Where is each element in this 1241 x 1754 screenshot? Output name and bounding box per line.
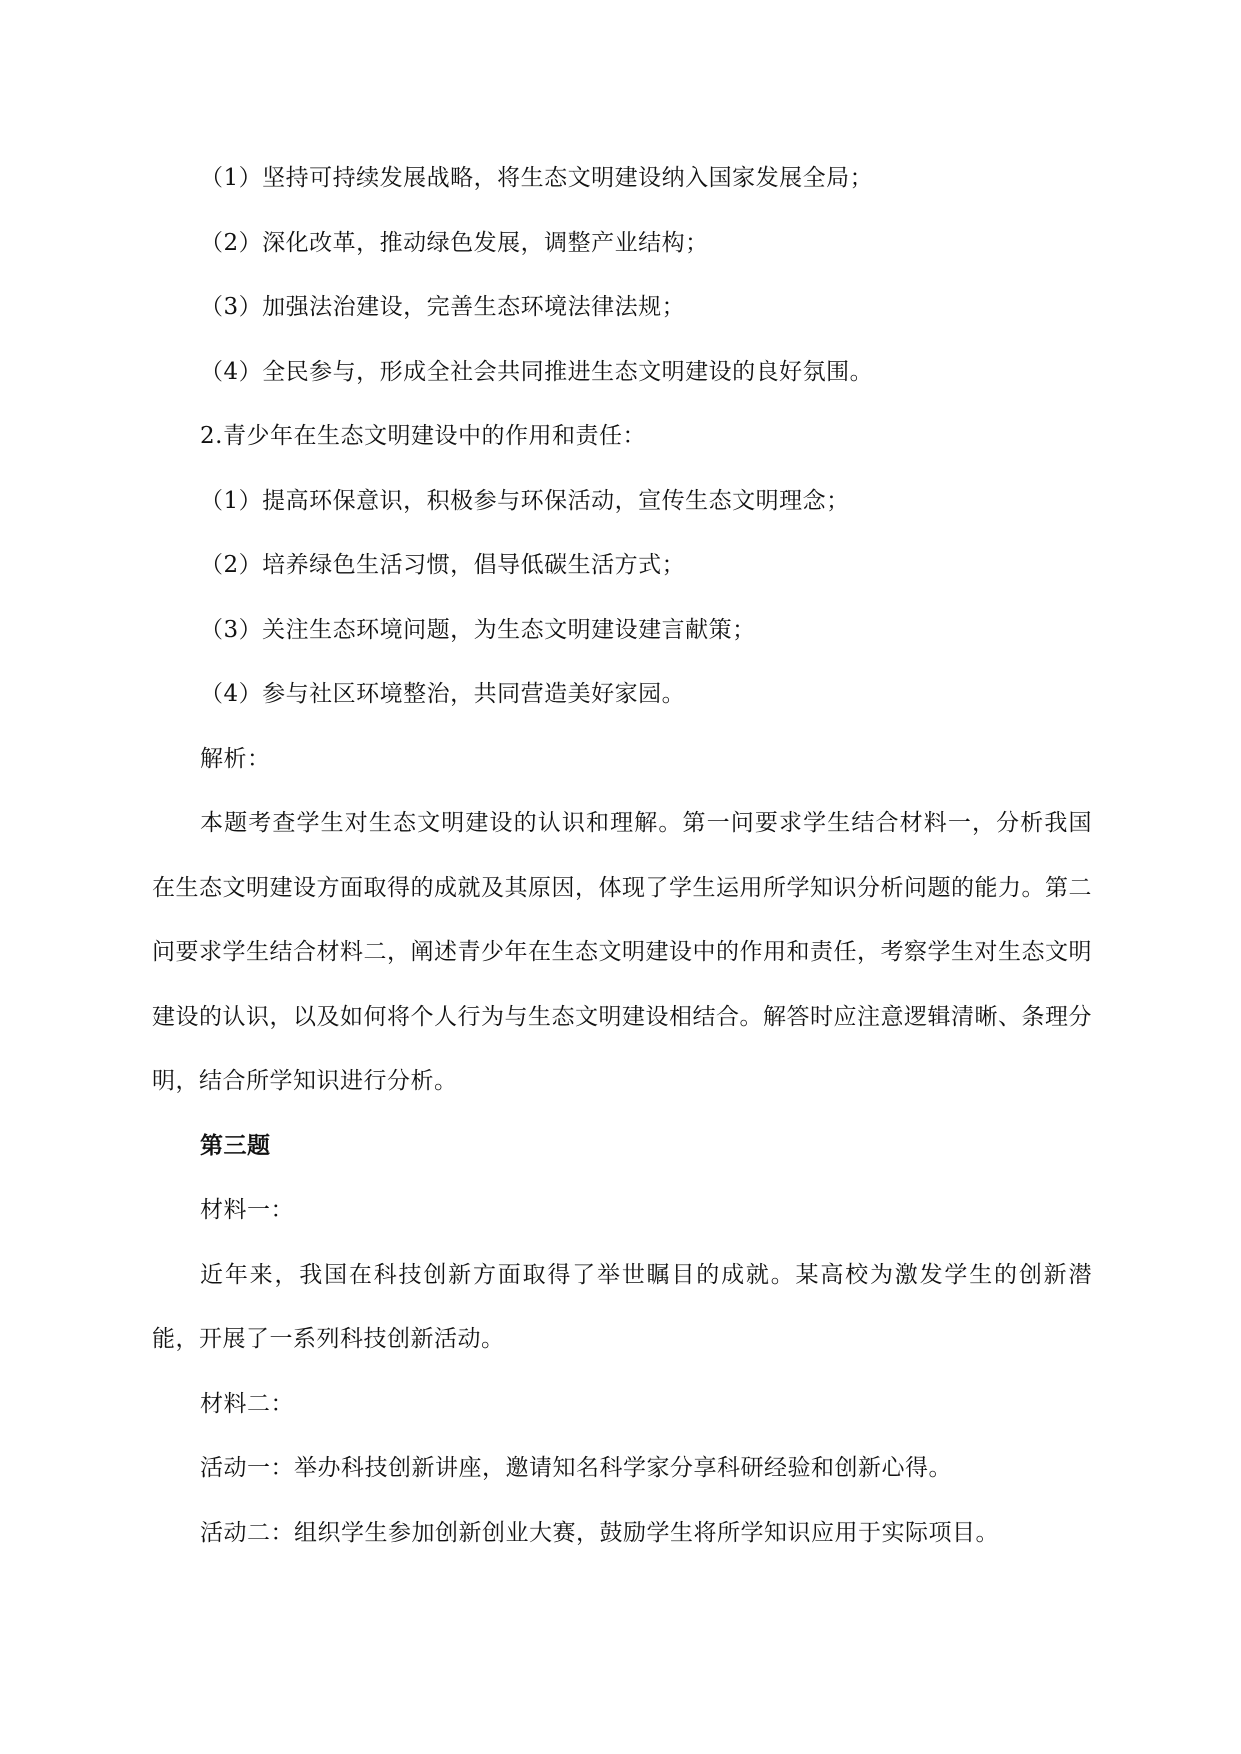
material-1-label: 材料一：: [200, 1197, 294, 1223]
answer-item-1-2: （2）深化改革，推动绿色发展，调整产业结构；: [200, 229, 709, 256]
answer-heading-2: 2.青少年在生态文明建设中的作用和责任：: [200, 423, 646, 449]
material-2-label: 材料二：: [200, 1390, 294, 1417]
document-body: [152, 146, 1092, 1565]
answer-item-1-3: （3）加强法治建设，完善生态环境法律法规；: [200, 294, 686, 320]
activity-2: 活动二：组织学生参加创新创业大赛，鼓励学生将所学知识应用于实际项目。: [200, 1519, 999, 1546]
answer-item-1-4: （4）全民参与，形成全社会共同推进生态文明建设的良好氛围。: [200, 358, 874, 385]
activity-1: 活动一：举办科技创新讲座，邀请知名科学家分享科研经验和创新心得。: [200, 1455, 952, 1481]
analysis-label: 解析：: [200, 745, 271, 772]
question-3-heading: 第三题: [200, 1132, 271, 1159]
material-1-paragraph: 近年来，我国在科技创新方面取得了举世瞩目的成就。某高校为激发学生的创新潜能，开展了一系列科技创新活动。: [152, 1261, 1092, 1352]
answer-item-1-1: （1）坚持可持续发展战略，将生态文明建设纳入国家发展全局；: [200, 165, 874, 191]
analysis-paragraph: 本题考查学生对生态文明建设的认识和理解。第一问要求学生结合材料一，分析我国在生态文明建设方面取得的成就及其原因，体现了学生运用所学知识分析问题的能力。第二问要求学生结合材料二，阐述青少年在生态文明建设中的作用和责任，考察学生对生态文明建设的认识，以及如何将个人行为与生态文明建设相结合。解答时应注意逻辑清晰、条理分明，结合所学知识进行分析。: [152, 810, 1092, 1094]
answer-item-2-1: （1）提高环保意识，积极参与环保活动，宣传生态文明理念；: [200, 487, 850, 514]
answer-item-2-2: （2）培养绿色生活习惯，倡导低碳生活方式；: [200, 552, 686, 578]
answer-item-2-3: （3）关注生态环境问题，为生态文明建设建言献策；: [200, 616, 756, 643]
answer-item-2-4: （4）参与社区环境整治，共同营造美好家园。: [200, 681, 686, 707]
